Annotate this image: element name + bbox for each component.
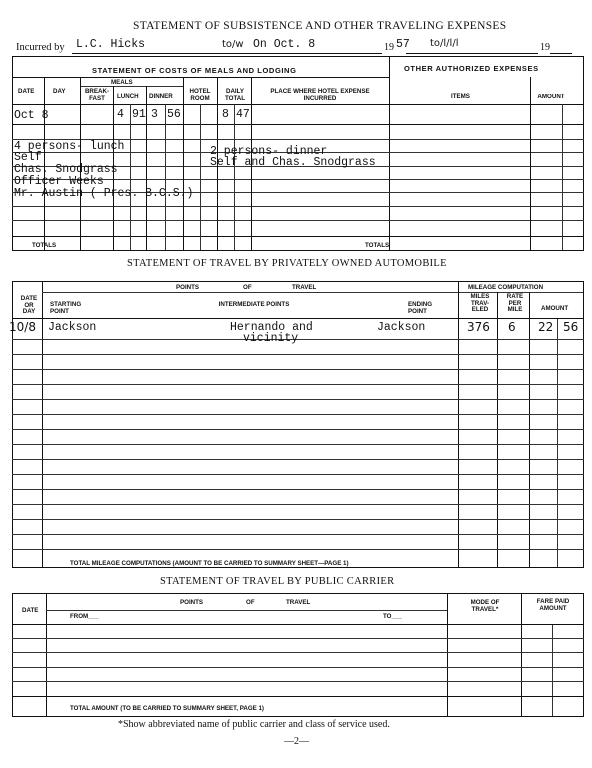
daily-dollars: 8 [222, 108, 229, 121]
auto-points-hdr-3: TRAVEL [292, 284, 317, 291]
carrier-col-mode: MODE OF TRAVEL* [470, 599, 500, 613]
auto-points-hdr-1: POINTS [176, 284, 200, 291]
col-hotel: HOTEL ROOM [189, 88, 211, 102]
auto-col-ending: ENDING POINT [408, 301, 433, 315]
page-number: —2— [284, 736, 309, 747]
lunch-dollars: 4 [117, 108, 124, 121]
carrier-to: TO___ [383, 613, 402, 620]
auto-col-miles: MILES TRAV- ELED [470, 293, 490, 313]
carrier-col-fare: FARE PAID AMOUNT [536, 598, 570, 612]
totals-right: TOTALS [365, 242, 390, 249]
meal-date: Oct 8 [14, 109, 49, 122]
mileage-hdr: MILEAGE COMPUTATION [468, 284, 544, 291]
auto-col-date: DATE OR DAY [20, 295, 38, 315]
auto-col-rate: RATE PER MILE [506, 293, 524, 313]
dinner-dollars: 3 [151, 108, 158, 121]
auto-date: 10/8 [9, 320, 36, 334]
note-dinner: 2 persons- dinner [210, 145, 328, 158]
auto-miles: 376 [467, 320, 490, 334]
auto-rate: 6 [508, 320, 516, 334]
year-printed-end: 19 [540, 42, 550, 53]
auto-col-intermediate: INTERMEDIATE POINTS [218, 301, 290, 308]
incurred-name: L.C. Hicks [76, 38, 146, 51]
year-printed: 19 [384, 42, 394, 53]
carrier-points-hdr-2: OF [246, 599, 255, 606]
year-typed: 57 [396, 38, 410, 51]
year-end-underline [550, 53, 572, 54]
note-dinner-people: Self and Chas. Snodgrass [210, 156, 376, 169]
carrier-footer: TOTAL AMOUNT (TO BE CARRIED TO SUMMARY SHEET, PAGE 1) [70, 705, 264, 712]
auto-footer: TOTAL MILEAGE COMPUTATIONS (AMOUNT TO BE CARRIED TO SUMMARY SHEET—PAGE 1) [70, 560, 349, 567]
carrier-points-hdr-3: TRAVEL [286, 599, 311, 606]
col-daily-total: DAILY TOTAL [224, 88, 246, 102]
meals-heading: STATEMENT OF COSTS OF MEALS AND LODGING [92, 66, 297, 75]
auto-amount-cents: 56 [563, 320, 579, 334]
auto-col-start: STARTING POINT [50, 301, 82, 315]
auto-intermediate: Hernando and [230, 321, 313, 334]
note-self: Self [14, 151, 42, 164]
col-day: DAY [53, 88, 66, 95]
col-place: PLACE WHERE HOTEL EXPENSE INCURRED [270, 88, 370, 102]
note-weeks: Officer Weeks [14, 175, 104, 188]
incurred-underline [72, 53, 382, 54]
auto-intermediate-2: vicinity [243, 332, 299, 345]
year-underline [406, 53, 538, 54]
auto-ending: Jackson [377, 321, 426, 334]
carrier-heading: STATEMENT OF TRAVEL BY PUBLIC CARRIER [160, 576, 395, 587]
form-title: STATEMENT OF SUBSISTENCE AND OTHER TRAVELING EXPENSES [133, 20, 507, 32]
auto-amount-dollars: 22 [538, 320, 554, 334]
carrier-from: FROM___ [70, 613, 99, 620]
meals-group-header: MEALS [111, 79, 133, 86]
note-lunch: 4 persons- lunch [14, 140, 125, 153]
auto-heading: STATEMENT OF TRAVEL BY PRIVATELY OWNED AUTOMOBILE [127, 258, 447, 269]
lunch-cents: 91 [132, 108, 146, 121]
carrier-points-hdr-1: POINTS [180, 599, 204, 606]
incurred-struck: to/w [222, 39, 244, 50]
note-snodgrass: Chas. Snodgrass [14, 163, 118, 176]
col-items: ITEMS [451, 93, 470, 100]
col-date: DATE [18, 88, 35, 95]
col-lunch: LUNCH [117, 93, 139, 100]
col-other-amount: AMOUNT [537, 94, 565, 100]
daily-cents: 47 [236, 108, 250, 121]
note-austin: Mr. Austin ( Pres. B.C.S.) [14, 187, 194, 200]
carrier-col-date: DATE [22, 607, 39, 614]
col-dinner: DINNER [149, 93, 173, 100]
dinner-cents: 56 [167, 108, 181, 121]
auto-points-hdr-2: OF [243, 284, 252, 291]
incurred-period: On Oct. 8 [253, 38, 316, 51]
footnote: *Show abbreviated name of public carrier and class of service used. [118, 719, 390, 730]
year-suffix-struck: to/l/l/l [430, 38, 459, 49]
incurred-label: Incurred by [16, 42, 65, 53]
auto-col-amount: AMOUNT [541, 305, 569, 312]
other-expenses-heading: OTHER AUTHORIZED EXPENSES [404, 64, 539, 73]
totals-left: TOTALS [32, 242, 57, 249]
auto-start: Jackson [48, 321, 97, 334]
col-breakfast: BREAK- FAST [84, 88, 110, 102]
